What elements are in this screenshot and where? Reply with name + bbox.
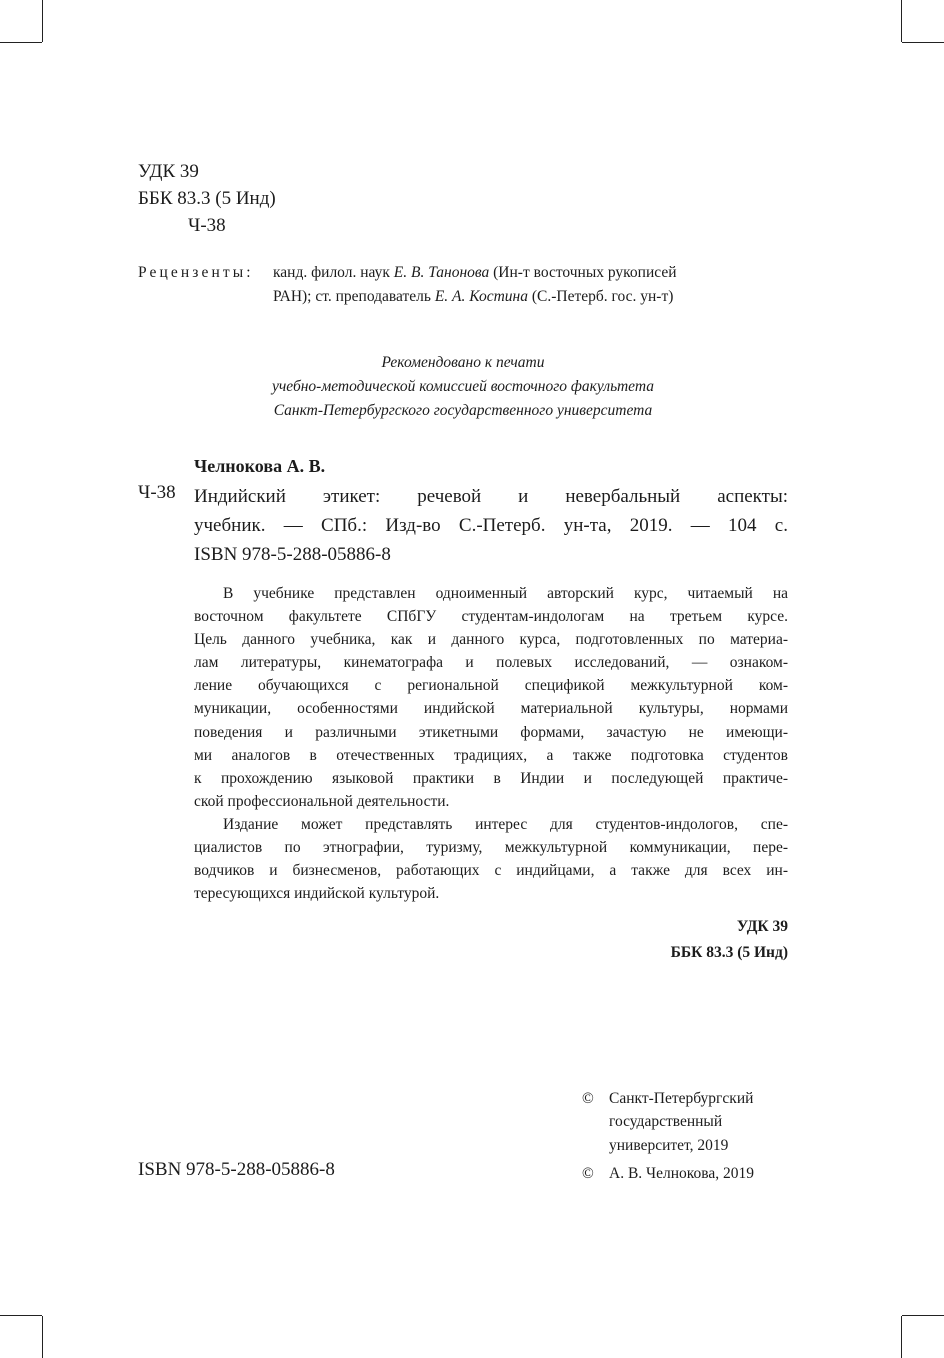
- reviewers-line: РАН); ст. преподаватель Е. А. Костина (С.-Петерб. гос. ун-т): [273, 288, 674, 305]
- bbk-code: ББК 83.3 (5 Инд): [138, 188, 276, 209]
- reviewers-block: [138, 261, 788, 309]
- abstract-line: поведения и различными этикетными формами, зачастую не имеющи-: [194, 723, 788, 741]
- classification-block: [138, 158, 276, 239]
- crop-mark: [0, 42, 42, 43]
- bib-isbn: ISBN 978-5-288-05886-8: [194, 544, 391, 565]
- bib-record: [194, 482, 788, 569]
- isbn: ISBN 978-5-288-05886-8: [138, 1159, 335, 1180]
- copyright-holder-line: государственный: [609, 1113, 723, 1131]
- reviewer-name: Е. В. Танонова: [393, 264, 490, 281]
- udk-code-footer: УДК 39: [736, 918, 788, 935]
- abstract-line: тересующихся индийской культурой.: [194, 885, 440, 903]
- author-mark: Ч-38: [188, 215, 226, 236]
- copyright-block: [582, 1087, 754, 1185]
- classification-footer: [560, 914, 788, 966]
- recommendation-line: Санкт-Петербургского государственного университета: [273, 402, 653, 419]
- bib-author: Челнокова А. В.: [194, 456, 326, 476]
- recommendation-block: [138, 351, 788, 423]
- abstract-line: ми аналогов в отечественных традициях, а также подготовка студентов: [194, 746, 788, 764]
- copyright-holder-line: университет, 2019: [609, 1136, 729, 1154]
- reviewer-name: Е. А. Костина: [434, 288, 528, 305]
- copyright-icon: ©: [582, 1090, 594, 1107]
- crop-mark: [42, 1316, 43, 1358]
- bib-line: учебник. — СПб.: Изд-во С.-Петерб. ун-та, 2019. — 104 с.: [194, 515, 788, 536]
- copyright-holder-line: Санкт-Петербургский: [609, 1090, 754, 1107]
- crop-mark: [902, 42, 944, 43]
- abstract-line: В учебнике представлен одноименный авторский курс, читаемый на: [223, 585, 788, 602]
- crop-mark: [0, 1315, 42, 1316]
- abstract-line: водчиков и бизнесменов, работающих с индийцами, а также для всех ин-: [194, 862, 788, 880]
- crop-mark: [42, 0, 43, 42]
- reviewers-line: канд. филол. наук Е. В. Танонова (Ин-т восточных рукописей: [273, 264, 677, 281]
- recommendation-line: учебно-методической комиссией восточного факультета: [272, 378, 654, 395]
- abstract-line: ской профессиональной деятельности.: [194, 792, 450, 810]
- bbk-code-footer: ББК 83.3 (5 Инд): [670, 944, 788, 961]
- crop-mark: [901, 1316, 902, 1358]
- crop-mark: [902, 1315, 944, 1316]
- copyright-icon: ©: [582, 1164, 594, 1182]
- abstract-line: муникации, особенностями индийской материальной культуры, нормами: [194, 700, 788, 718]
- udk-code: УДК 39: [138, 161, 199, 182]
- abstract-line: к прохождению языковой практики в Индии и последующей практиче-: [194, 769, 788, 787]
- abstract-line: восточном факультете СПбГУ студентам-индологам на третьем курсе.: [194, 608, 788, 626]
- abstract-line: Цель данного учебника, как и данного курса, подготовленных по материа-: [194, 631, 788, 649]
- copyright-holder-line: А. В. Челнокова, 2019: [609, 1164, 755, 1182]
- abstract-line: ление обучающихся с региональной спецификой межкультурной ком-: [194, 677, 788, 695]
- copyright-entry: [582, 1162, 754, 1185]
- recommendation-line: Рекомендовано к печати: [381, 354, 545, 371]
- bib-line: Индийский этикет: речевой и невербальный аспекты:: [194, 486, 788, 507]
- copyright-entry: [582, 1087, 754, 1157]
- abstract-line: лам литературы, кинематографа и полевых исследований, — ознаком-: [194, 654, 788, 672]
- abstract: [194, 582, 788, 905]
- reviewers-label: Рецензенты:: [138, 264, 254, 281]
- abstract-line: циалистов по этнографии, туризму, межкультурной коммуникации, пере-: [194, 839, 788, 857]
- bib-code: Ч-38: [138, 482, 176, 503]
- crop-mark: [901, 0, 902, 42]
- abstract-line: Издание может представлять интерес для студентов-индологов, спе-: [223, 815, 788, 833]
